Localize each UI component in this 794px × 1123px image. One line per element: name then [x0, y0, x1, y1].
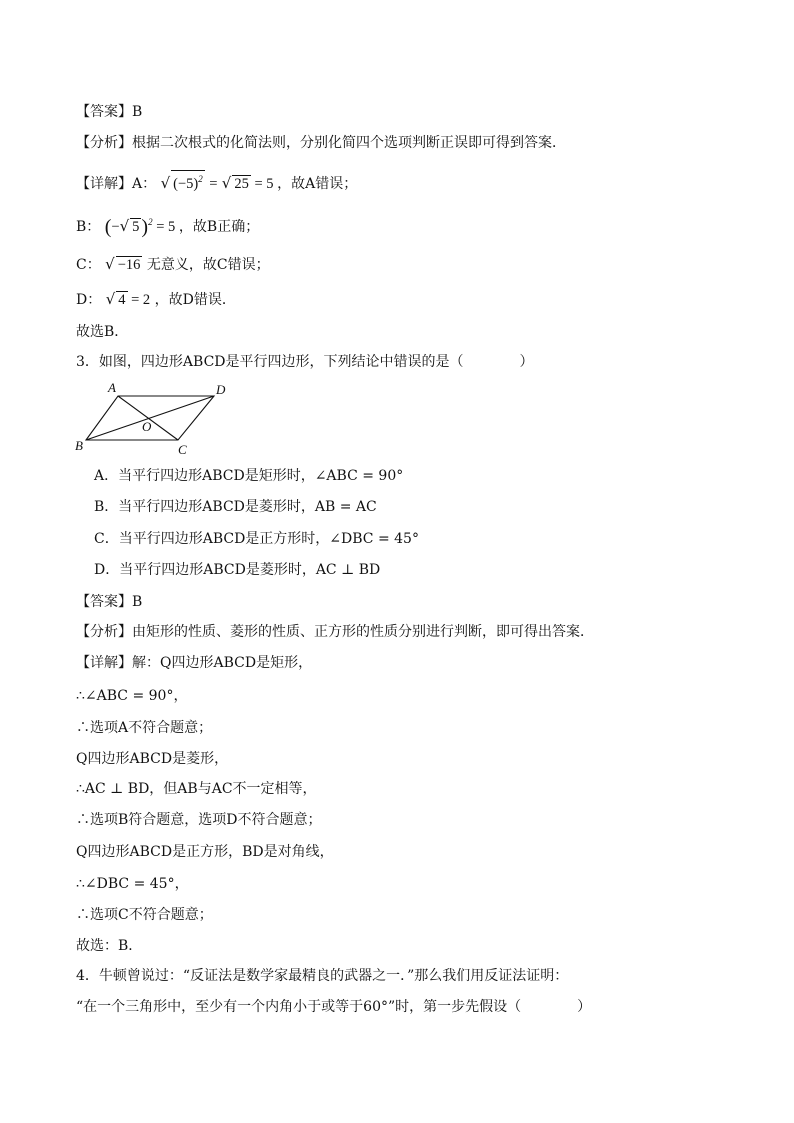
q2-detail-label: 【详解】A：	[76, 175, 157, 192]
q2-formula-d: √ 4 = 2	[105, 290, 151, 308]
q3-detail-line: ∴选项C不符合题意；	[76, 907, 213, 923]
q3-detail-line: 【详解】解：Q四边形ABCD是矩形，	[76, 655, 313, 671]
q3-choose: 故选：B．	[76, 938, 143, 954]
q2-answer: 【答案】B	[76, 104, 143, 120]
q2-analysis: 【分析】根据二次根式的化简法则，分别化简四个选项判断正误即可得到答案．	[76, 135, 566, 151]
q2-detail-a	[76, 170, 357, 194]
label-d: D	[216, 382, 226, 397]
q3-answer: 【答案】B	[76, 594, 143, 610]
q2-detail-c: C： √ −16 无意义，故C错误；	[76, 255, 270, 273]
q3-detail-line: ∴∠DBC = 45°，	[76, 876, 189, 892]
q2-formula-b: (−√ 5 )$^2$ = 5	[104, 215, 176, 238]
q3-option-d: D．当平行四边形ABCD是菱形时，AC ⊥ BD	[94, 562, 381, 578]
q2-detail-b: B： (−√ 5 )$^2$ = 5 ，故B正确；	[76, 215, 260, 238]
q2-detail-d: D： √ 4 = 2 ，故D错误．	[76, 290, 236, 308]
q3-option-a: A．当平行四边形ABCD是矩形时，∠ABC = 90°	[94, 468, 404, 484]
parallelogram-figure	[70, 378, 240, 458]
q3-detail-line: Q四边形ABCD是正方形，BD是对角线，	[76, 844, 334, 860]
q3-detail-line: ∴选项A不符合题意；	[76, 720, 213, 736]
q2-choose: 故选B．	[76, 324, 129, 340]
q3-detail-line: ∴AC ⊥ BD，但AB与AC不一定相等，	[76, 781, 317, 797]
q3-stem: 3．如图，四边形ABCD是平行四边形，下列结论中错误的是（ ）	[76, 354, 534, 370]
q3-detail-line: ∴选项B符合题意，选项D不符合题意；	[76, 812, 322, 828]
q3-option-b: B．当平行四边形ABCD是菱形时，AB = AC	[94, 499, 377, 515]
label-a: A	[108, 380, 116, 395]
q3-detail-line: Q四边形ABCD是菱形，	[76, 751, 229, 767]
q3-detail-line: ∴∠ABC = 90°，	[76, 688, 188, 704]
q3-analysis: 【分析】由矩形的性质、菱形的性质、正方形的性质分别进行判断，即可得出答案．	[76, 624, 594, 640]
q2-formula-c: √ −16	[105, 255, 141, 273]
q2-detail-a-suffix: ，故A错误；	[277, 175, 358, 192]
label-b: B	[75, 438, 83, 453]
q4-stem-line1: 4．牛顿曾说过：“反证法是数学家最精良的武器之一．”那么我们用反证法证明：	[76, 968, 569, 984]
q4-stem-line2: “在一个三角形中，至少有一个内角小于或等于60°”时，第一步先假设（ ）	[76, 999, 592, 1015]
q3-option-c: C．当平行四边形ABCD是正方形时，∠DBC = 45°	[94, 531, 419, 547]
label-c: C	[178, 442, 187, 457]
label-o: O	[142, 419, 152, 434]
q2-formula-a: √ $(-5)^2$ = √ 25 = 5	[161, 176, 278, 192]
